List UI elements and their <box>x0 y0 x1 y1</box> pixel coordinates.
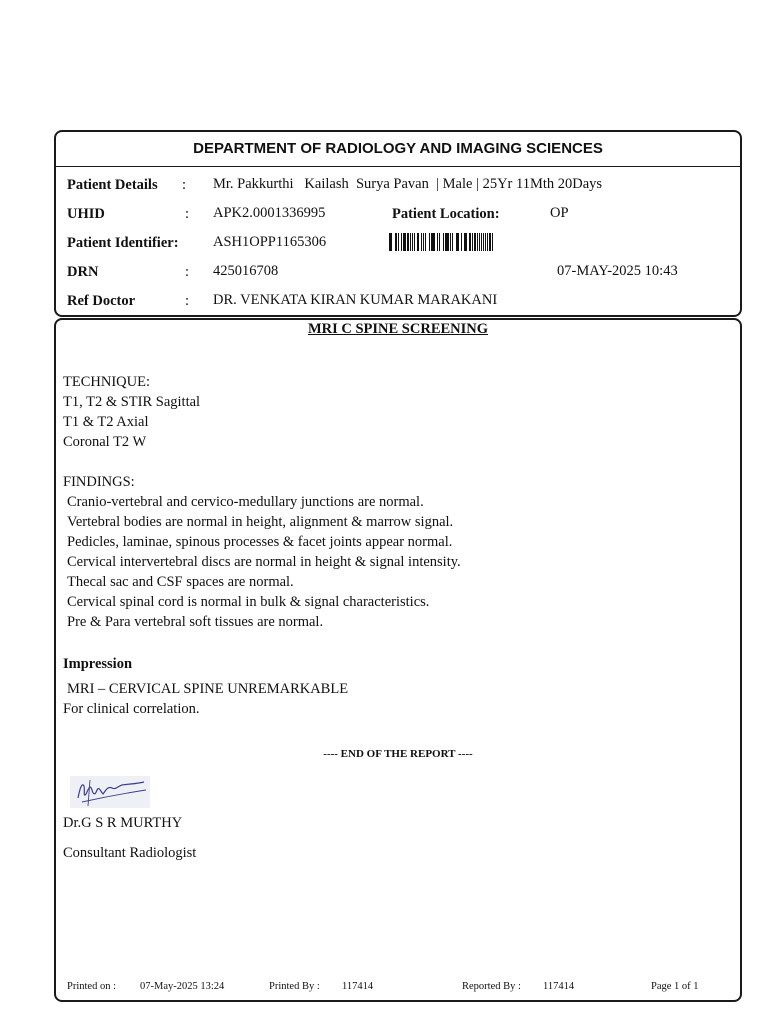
clinical-correlation-note: For clinical correlation. <box>63 701 200 717</box>
technique-line: Coronal T2 W <box>63 434 147 450</box>
drn-label: DRN <box>67 264 99 280</box>
uhid-value: APK2.0001336995 <box>213 205 326 221</box>
page-number: Page 1 of 1 <box>651 981 699 992</box>
finding-item: Pedicles, laminae, spinous processes & facet joints appear normal. <box>67 534 453 550</box>
finding-item: Vertebral bodies are normal in height, alignment & marrow signal. <box>67 514 454 530</box>
finding-item: Pre & Para vertebral soft tissues are normal. <box>67 614 324 630</box>
report-datetime: 07-MAY-2025 10:43 <box>557 263 678 279</box>
findings-heading: FINDINGS: <box>63 474 135 490</box>
patient-location-label: Patient Location: <box>392 206 500 222</box>
finding-item: Thecal sac and CSF spaces are normal. <box>67 574 294 590</box>
printed-on-value: 07-May-2025 13:24 <box>140 981 225 992</box>
uhid-label: UHID <box>67 206 105 222</box>
colon: : <box>185 293 190 309</box>
ref-doctor-value: DR. VENKATA KIRAN KUMAR MARAKANI <box>213 292 498 308</box>
reported-by-label: Reported By : <box>462 981 521 992</box>
header-divider <box>56 166 740 167</box>
barcode-icon <box>389 233 599 251</box>
department-title: DEPARTMENT OF RADIOLOGY AND IMAGING SCIENCES <box>193 140 603 157</box>
patient-details-label: Patient Details <box>67 177 158 193</box>
finding-item: Cranio-vertebral and cervico-medullary junctions are normal. <box>67 494 424 510</box>
report-title: MRI C SPINE SCREENING <box>307 321 489 337</box>
patient-header <box>54 130 742 317</box>
finding-item: Cervical intervertebral discs are normal in height & signal intensity. <box>67 554 461 570</box>
printed-by-value: 117414 <box>342 981 374 992</box>
printed-by-label: Printed By : <box>269 981 320 992</box>
radiologist-title: Consultant Radiologist <box>63 845 197 861</box>
report-body <box>54 318 742 1002</box>
drn-value: 425016708 <box>213 263 279 279</box>
patient-details-value: Mr. Pakkurthi Kailash Surya Pavan | Male | 25Yr 11Mth 20Days <box>213 176 603 192</box>
colon: : <box>185 206 190 222</box>
signature-image <box>70 776 150 808</box>
reported-by-value: 117414 <box>543 981 575 992</box>
end-of-report: ---- END OF THE REPORT ---- <box>323 748 473 760</box>
patient-identifier-value: ASH1OPP1165306 <box>213 234 327 250</box>
impression-item: MRI – CERVICAL SPINE UNREMARKABLE <box>67 681 349 697</box>
impression-heading: Impression <box>63 656 133 672</box>
colon: : <box>185 264 190 280</box>
technique-line: T1, T2 & STIR Sagittal <box>63 394 201 410</box>
technique-line: T1 & T2 Axial <box>63 414 149 430</box>
colon: : <box>182 177 187 193</box>
patient-identifier-label: Patient Identifier: <box>67 235 179 251</box>
finding-item: Cervical spinal cord is normal in bulk & signal characteristics. <box>67 594 430 610</box>
technique-heading: TECHNIQUE: <box>63 374 150 390</box>
ref-doctor-label: Ref Doctor <box>67 293 136 309</box>
printed-on-label: Printed on : <box>67 981 116 992</box>
patient-location-value: OP <box>550 205 569 221</box>
radiologist-name: Dr.G S R MURTHY <box>63 815 183 831</box>
